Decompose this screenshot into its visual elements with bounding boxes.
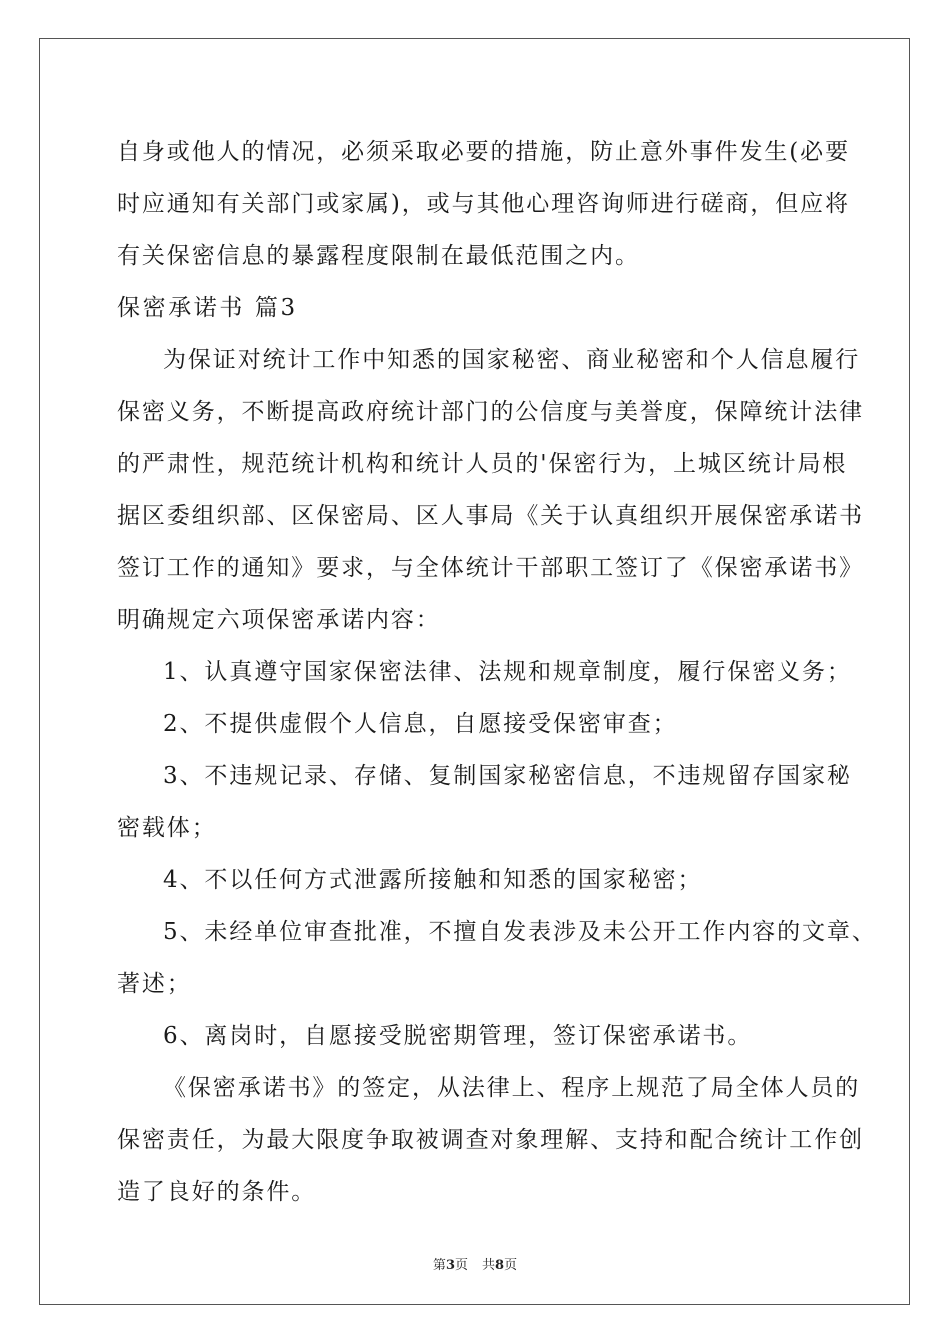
text-line: 时应通知有关部门或家属)，或与其他心理咨询师进行磋商，但应将 xyxy=(117,191,850,217)
text-line: 据区委组织部、区保密局、区人事局《关于认真组织开展保密承诺书 xyxy=(117,503,864,529)
paragraph xyxy=(117,1062,864,1218)
document-body xyxy=(117,126,877,1218)
list-item xyxy=(117,1010,837,1062)
text-line: 2、不提供虚假个人信息，自愿接受保密审查； xyxy=(163,711,678,737)
page-suffix: 页 xyxy=(454,1258,468,1273)
text-line: 1、认真遵守国家保密法律、法规和规章制度，履行保密义务； xyxy=(163,659,852,685)
list-item xyxy=(117,854,837,906)
text-line: 5、未经单位审查批准，不擅自发表涉及未公开工作内容的文章、 xyxy=(163,919,877,945)
text-line: 《保密承诺书》的签定，从法律上、程序上规范了局全体人员的 xyxy=(163,1075,861,1101)
paragraph xyxy=(117,334,864,646)
total-pages-number: 8 xyxy=(495,1258,505,1273)
text-line: 3、不违规记录、存储、复制国家秘密信息，不违规留存国家秘 xyxy=(163,763,852,789)
section-title: 保密承诺书 篇3 xyxy=(117,295,298,321)
text-line: 保密义务，不断提高政府统计部门的公信度与美誉度，保障统计法律 xyxy=(117,399,864,425)
list-item xyxy=(117,646,852,698)
list-item xyxy=(117,698,837,750)
list-item xyxy=(117,906,877,1010)
text-line: 6、离岗时，自愿接受脱密期管理，签订保密承诺书。 xyxy=(163,1023,753,1049)
page-prefix: 第 xyxy=(432,1258,446,1273)
paragraph xyxy=(117,126,850,282)
text-line: 明确规定六项保密承诺内容： xyxy=(117,607,441,633)
total-prefix: 共 xyxy=(482,1258,496,1273)
text-line: 签订工作的通知》要求，与全体统计干部职工签订了《保密承诺书》 xyxy=(117,555,864,581)
text-line: 有关保密信息的暴露程度限制在最低范围之内。 xyxy=(117,243,640,269)
text-line: 密载体； xyxy=(117,815,217,841)
text-line: 造了良好的条件。 xyxy=(117,1179,317,1205)
text-line: 的严肃性，规范统计机构和统计人员的'保密行为，上城区统计局根 xyxy=(117,451,848,477)
total-suffix: 页 xyxy=(504,1258,518,1273)
section-heading xyxy=(117,282,837,334)
text-line: 为保证对统计工作中知悉的国家秘密、商业秘密和个人信息履行 xyxy=(163,347,861,373)
text-line: 著述； xyxy=(117,971,192,997)
text-line: 保密责任，为最大限度争取被调查对象理解、支持和配合统计工作创 xyxy=(117,1127,864,1153)
text-line: 自身或他人的情况，必须采取必要的措施，防止意外事件发生(必要 xyxy=(117,139,850,165)
text-line: 4、不以任何方式泄露所接触和知悉的国家秘密； xyxy=(163,867,703,893)
page-footer xyxy=(0,1254,950,1273)
current-page-number: 3 xyxy=(445,1258,455,1273)
list-item xyxy=(117,750,852,854)
